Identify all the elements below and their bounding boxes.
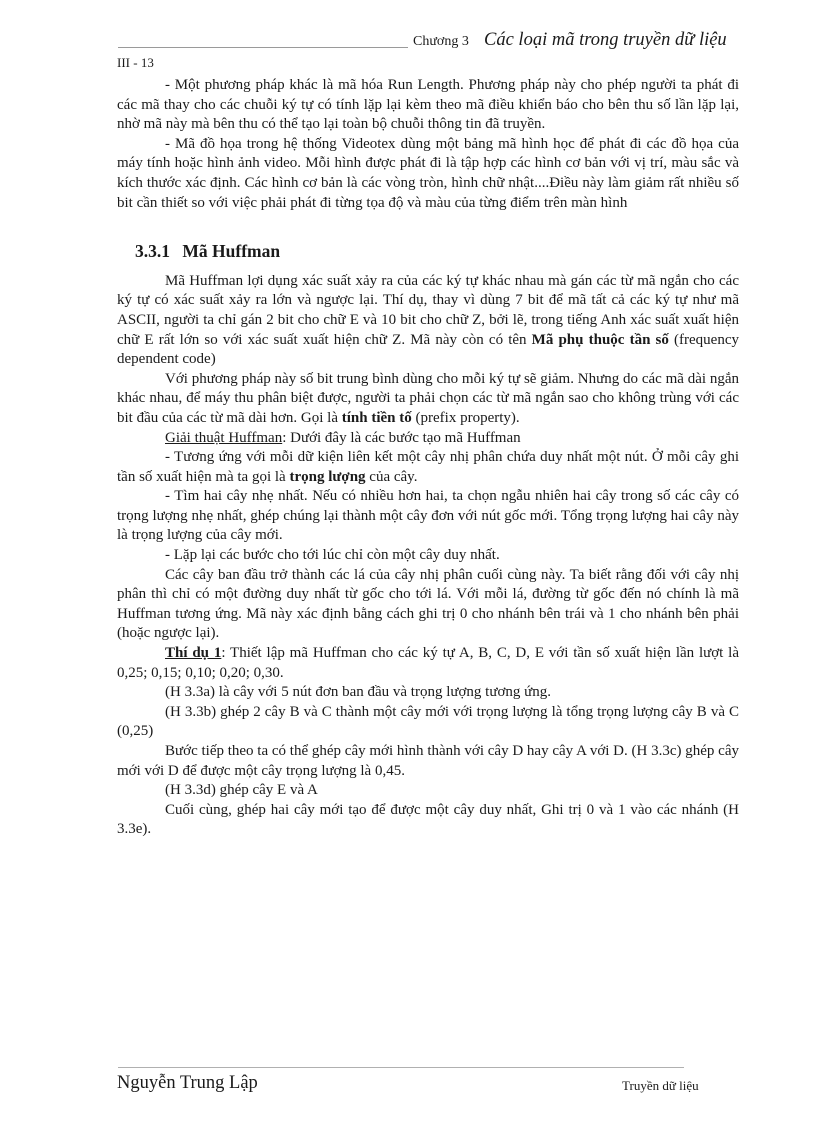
example-label: Thí dụ 1 — [165, 645, 222, 662]
example-heading: Thí dụ 1: Thiết lập mã Huffman cho các ký tự A, B, C, D, E với tần số xuất hiện lần lượt là 0,25; 0,15; 0,10; 0,20; 0,30. — [117, 645, 739, 681]
example-step-a: (H 3.3a) là cây với 5 nút đơn ban đầu và trọng lượng tương ứng. — [165, 684, 552, 701]
term-weight: trọng lượng — [289, 468, 366, 485]
chapter-label: Chương 3 — [413, 34, 469, 49]
page-body — [117, 76, 739, 840]
paragraph-tree-leaves: Các cây ban đầu trở thành các lá của cây nhị phân cuối cùng này. Ta biết rằng đối với cây nhị phân thì chỉ có một đường duy nhất từ gốc cho tới lá. Với mỗi lá, đường từ gốc đến nó chính là mã Huffman tương ứng. Mã này xác định bằng cách ghi trị 0 cho nhánh bên trái và 1 cho nhánh bên phải (hoặc ngược lại). — [117, 566, 739, 642]
paragraph-run-length: - Một phương pháp khác là mã hóa Run Length. Phương pháp này cho phép người ta phát đi các mã thay cho các chuỗi ký tự có tính lặp lại kèm theo mã điều khiển báo cho bên thu số lần lặp lại, nhờ mã này mà bên thu có thể tạo lại toàn bộ chuỗi thông tin đã truyền. — [117, 77, 739, 133]
algorithm-step-1: - Tương ứng với mỗi dữ kiện liên kết một cây nhị phân chứa duy nhất một nút. Ở mỗi cây ghi tần số xuất hiện mà ta gọi là trọng lượng của cây. — [117, 449, 739, 485]
algorithm-label: Giải thuật Huffman — [165, 429, 283, 446]
chapter-title: Các loại mã trong truyền dữ liệu — [484, 30, 727, 50]
algorithm-heading: Giải thuật Huffman: Dưới đây là các bước tạo mã Huffman — [165, 429, 521, 446]
section-number: 3.3.1 — [135, 241, 170, 262]
section-heading — [135, 242, 739, 262]
example-step-c: Bước tiếp theo ta có thể ghép cây mới hình thành với cây D hay cây A với D. (H 3.3c) ghép cây mới với D để được một cây trọng lượng là 0,45. — [117, 743, 739, 779]
footer-author: Nguyễn Trung Lập — [117, 1073, 258, 1093]
algorithm-step-3: - Lặp lại các bước cho tới lúc chỉ còn một cây duy nhất. — [165, 547, 500, 564]
example-step-b: (H 3.3b) ghép 2 cây B và C thành một cây mới với trọng lượng là tổng trọng lượng cây B và C (0,25) — [117, 703, 739, 740]
term-frequency-code: Mã phụ thuộc tần số — [531, 331, 669, 348]
paragraph-videotex: - Mã đồ họa trong hệ thống Videotex dùng một bảng mã hình học để phát đi các đồ họa của máy tính hoặc hình ảnh video. Mỗi hình được phát đi là tập hợp các hình cơ bản với vị trí, màu sắc và kích thước xác định. Các hình cơ bản là các vòng tròn, hình chữ nhật....Điều này làm giảm rất nhiều số bit cần thiết so với việc phải phát đi từng tọa độ và màu của từng điểm trên màn hình — [117, 135, 739, 211]
example-step-e: Cuối cùng, ghép hai cây mới tạo để được một cây duy nhất, Ghi trị 0 và 1 vào các nhánh (H 3.3e). — [117, 801, 739, 838]
term-prefix-property: tính tiền tố — [341, 409, 412, 426]
example-step-d: (H 3.3d) ghép cây E và A — [165, 782, 318, 799]
algorithm-step-2: - Tìm hai cây nhẹ nhất. Nếu có nhiều hơn hai, ta chọn ngẫu nhiên hai cây trong số các cây có trọng lượng nhẹ nhất, ghép chúng lại thành một cây đơn với nút gốc mới. Tổng trọng lượng hai cây này là trọng lượng của cây mới. — [117, 488, 739, 544]
page-number: III - 13 — [117, 55, 154, 70]
paragraph-prefix: Với phương pháp này số bit trung bình dùng cho mỗi ký tự sẽ giảm. Nhưng do các mã dài ngắn khác nhau, để máy thu phân biệt được, người ta phải chọn các từ mã ngắn sao cho không trùng với các bit đầu của các từ mã dài hơn. Gọi là tính tiền tố (prefix property). — [117, 370, 739, 426]
header-rule — [118, 47, 408, 48]
paragraph-huffman-intro: Mã Huffman lợi dụng xác suất xảy ra của các ký tự khác nhau mà gán các từ mã ngắn cho các ký tự có xác suất xảy ra lớn và ngược lại. Thí dụ, thay vì dùng 7 bit để mã tất cả các ký tự như mã ASCII, người ta chỉ gán 2 bit cho chữ E và 10 bit cho chữ Z, bởi lẽ, trong tiếng Anh xác suất xuất hiện chữ E rất lớn so với xác suất xuất hiện chữ Z. Mã này còn có tên Mã phụ thuộc tần số (frequency dependent code) — [117, 272, 739, 368]
footer-rule — [118, 1067, 684, 1068]
section-title: Mã Huffman — [182, 241, 281, 262]
footer-subject: Truyền dữ liệu — [622, 1078, 699, 1093]
